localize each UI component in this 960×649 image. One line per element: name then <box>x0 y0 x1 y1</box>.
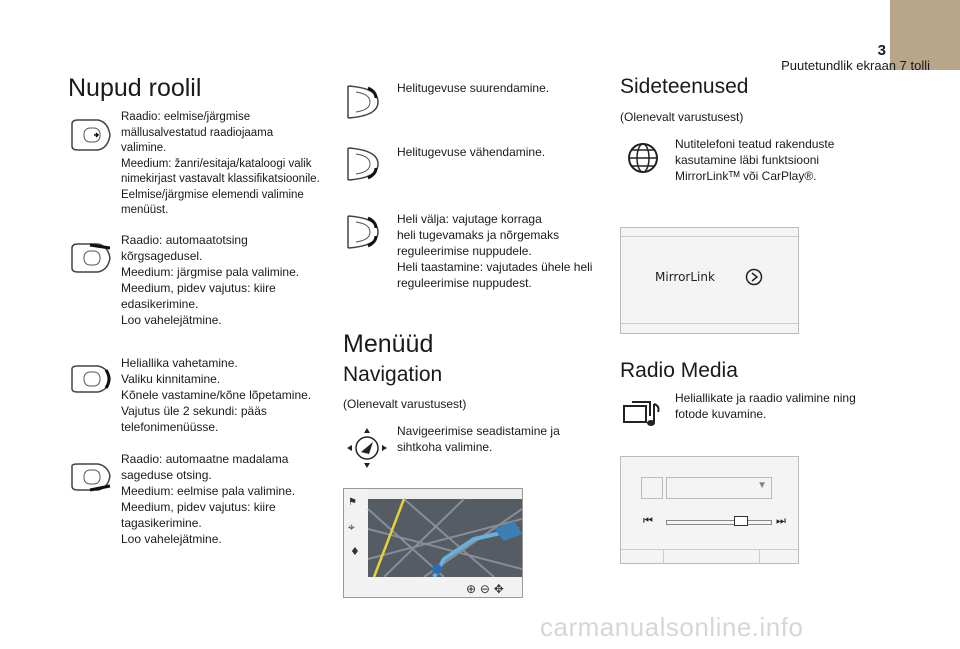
steering-switch-down-icon <box>68 462 114 494</box>
radio-media-screen <box>620 456 799 564</box>
navigation-text: Navigeerimise seadistamine ja sihtkoha valimine. <box>397 424 560 454</box>
heading-navigation: Navigation <box>343 363 443 386</box>
mute-text: Heli välja: vajutage korraga heli tugevamaks ja nõrgemaks reguleerimise nuppudele. Heli taastamine: vajutades ühele heli reguleerimise nuppudest. <box>397 212 593 290</box>
svg-text:⌖: ⌖ <box>348 520 355 534</box>
connect-text: Nutitelefoni teatud rakenduste kasutamine läbi funktsiooni MirrorLinkᵀᴹ või CarPlay®. <box>675 137 835 183</box>
steering-switch-right-icon <box>68 118 114 152</box>
mute-switch-icon <box>342 214 382 250</box>
steering-switch-down-text: Raadio: automaatne madalama sageduse otsing. Meedium: eelmise pala valimine. Meedium, pidev vajutus: kiire tagasikerimine. Loo vahelejätmine. <box>121 452 296 546</box>
chapter-title: Puutetundlik ekraan 7 tolli <box>781 58 930 73</box>
radio-media-icon <box>622 398 662 430</box>
volume-up-text: Helitugevuse suurendamine. <box>397 81 550 95</box>
steering-switch-up-text: Raadio: automaatotsing kõrgsagedusel. Meedium: järgmise pala valimine. Meedium, pidev vajutus: kiire edasikerimine. Loo vahelejätmine. <box>121 233 300 327</box>
connect-note: (Olenevalt varustusest) <box>620 110 744 124</box>
volume-down-text: Helitugevuse vähendamine. <box>397 145 546 159</box>
next-track-icon[interactable]: ⏭ <box>776 515 786 527</box>
radio-media-text: Heliallikate ja raadio valimine ning fotode kuvamine. <box>675 391 856 421</box>
heading-steering-controls: Nupud roolil <box>68 74 202 102</box>
volume-up-switch-icon <box>342 84 382 120</box>
steering-switch-end-icon <box>68 364 114 394</box>
chevron-down-icon: ▼ <box>757 480 767 491</box>
steering-switch-end-text: Heliallika vahetamine. Valiku kinnitamine. Kõnele vastamine/kõne lõpetamine. Vajutus üle 2 sekundi: pääs telefonimenüüsse. <box>121 356 312 434</box>
steering-switch-up-icon <box>68 242 114 274</box>
navigation-map <box>344 489 522 597</box>
source-dropdown[interactable] <box>666 477 772 499</box>
navigation-compass-icon <box>345 426 389 470</box>
heading-radio-media: Radio Media <box>620 359 738 382</box>
steering-switch-right-text: Raadio: eelmise/järgmise mällusalvestatud raadiojaama valimine. Meedium: žanri/esitaja/kataloogi valik nimekirjast vastavalt klassifikatsioonile. Eelmise/järgmise elemendi valimine menüüst. <box>121 111 320 216</box>
navigation-screen <box>343 488 523 598</box>
svg-text:♦: ♦ <box>350 545 360 558</box>
album-art-placeholder <box>641 477 663 499</box>
connected-services-icon <box>623 138 663 178</box>
watermark: carmanualsonline.info <box>540 612 804 642</box>
progress-bar[interactable] <box>666 520 772 525</box>
heading-menus: Menüüd <box>343 330 434 358</box>
carplay-icon[interactable] <box>745 268 763 286</box>
volume-down-switch-icon <box>342 146 382 182</box>
page-number: 3 <box>877 42 886 59</box>
heading-connect: Sideteenused <box>620 75 749 98</box>
previous-track-icon[interactable]: ⏮ <box>643 515 653 527</box>
navigation-note: (Olenevalt varustusest) <box>343 397 467 411</box>
mirrorlink-logo[interactable]: MirrorLink <box>655 270 715 284</box>
mirrorlink-screen <box>620 227 799 334</box>
svg-text:⚑: ⚑ <box>348 497 357 508</box>
progress-handle[interactable] <box>734 516 748 526</box>
svg-text:⊕ ⊖ ✥: ⊕ ⊖ ✥ <box>466 582 504 596</box>
